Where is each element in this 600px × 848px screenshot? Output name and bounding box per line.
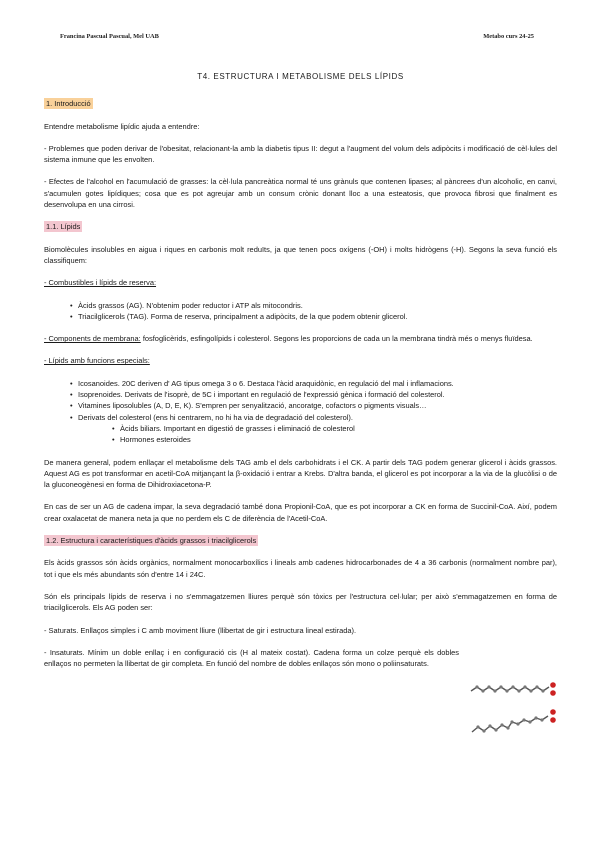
subheading-special-lipids <box>44 355 557 366</box>
saturated-fatty-acid-chain <box>471 682 556 696</box>
header-author: Francina Pascual Pascual, Mel UAB <box>60 33 159 40</box>
special-lipid-list <box>44 378 557 446</box>
header-course: Metabo curs 24-25 <box>483 33 534 40</box>
list-item: • Icosanoides. 20C deriven d' AG tipus omega 3 o 6. Destaca l'àcid araquidònic, en regulació del mal i inflamacions. <box>72 378 557 389</box>
paragraph: Són els principals lípids de reserva i no s'emmagatzemen lliures perquè són tòxics per l'estructura cel·lular; per això s'emmagatzemen en forma de triacilglicerols. Els AG poden ser: <box>44 591 557 613</box>
cholesterol-derivative-list <box>78 423 557 446</box>
section-heading-text: 1. Introducció <box>46 99 91 109</box>
fuel-lipid-list <box>44 300 557 323</box>
subheading-text: - Combustibles i lípids de reserva: <box>44 278 157 288</box>
paragraph: - Problemes que poden derivar de l'obesitat, relacionant-la amb la diabetis tipus II: degut a l'augment del volum dels adipòcits i modificació de cèl·lules del sistema inmune que les envolten. <box>44 143 557 165</box>
list-item: • Àcids biliars. Important en digestió de grasses i eliminació de colesterol <box>114 423 557 434</box>
list-item: • Àcids grassos (AG). N'obtenim poder reductor i ATP als mitocondris. <box>72 300 557 311</box>
list-item: • Isoprenoides. Derivats de l'isoprè, de 5C i important en regulació de l'expressió gènica i formació del colesterol. <box>72 389 557 400</box>
paragraph: - Efectes de l'alcohol en l'acumulació de grasses: la cèl·lula pancreàtica normal té uns grànuls que contenen lipases; al pàncrees d'un alcoholic, en canvi, s'acumulen gotes lipídiques; cosa que es pot agreujar amb un consum crònic donant lloc a una esteatosis, que provoca fibrosi que finalment es desenvolupa en una cirrosi. <box>44 177 557 210</box>
list-item-cholesterol <box>72 412 557 446</box>
section-heading-lipids <box>44 221 557 232</box>
document-body <box>44 71 557 680</box>
list-item: • Vitamines liposolubles (A, D, E, K). S'empren per senyalització, ancoratge, cofactors o pigments visuals… <box>72 400 557 411</box>
paragraph-text: fosfoglicèrids, esfingolípids i colesterol. Segons les proporcions de cada un la membrana tindrà més o menys fluïdesa. <box>140 334 533 344</box>
list-item: • Triacilglicerols (TAG). Forma de reserva, principalment a adipòcits, de la que podem obtenir glicerol. <box>72 311 557 322</box>
fatty-acid-structures-figure <box>468 676 558 740</box>
section-heading-text: 1.1. Lípids <box>46 222 81 232</box>
list-item-text: Derivats del colesterol (ens hi centrarem, no hi ha via de degradació del colesterol). <box>78 412 353 422</box>
paragraph: Els àcids grassos són àcids orgànics, normalment monocarboxílics i lineals amb cadenes hidrocarbonades de 4 a 36 carbonis (normalment nombre par), tot i que els més abundants són d'entre 14 i 24C. <box>44 558 557 579</box>
subheading-text: - Lípids amb funcions especials: <box>44 356 150 366</box>
unsaturated-fatty-acid-chain <box>472 709 556 732</box>
list-item: • Hormones esteroides <box>114 434 557 445</box>
paragraph: Biomolècules insolubles en aigua i riques en carbonis molt reduïts, ja que tenen pocs oxígens (-OH) i molts hidrògens (-H). Segons la seva funció els classifiquem: <box>44 244 557 265</box>
section-heading-fatty-acids <box>44 535 557 546</box>
paragraph: De manera general, podem enllaçar el metabolisme dels TAG amb el dels carbohidrats i el CK. A partir dels TAG podem generar glicerol i àcids grassos. Aquest AG es pot transformar en acetil-CoA mitjançant la β-oxidació i entrar a Krebs. D'altra banda, el glicerol es pot incorporar a la via de la glucòlisi o de la gluconeogènesi en forma de Dihidroxiacetona-P. <box>44 457 557 490</box>
paragraph: - Insaturats. Mínim un doble enllaç i en configuració cis (H al mateix costat). Cadena forma un colze perquè els dobles enllaços no permeten la llibertat de gir completa. En funció del nombre de dobles enllaços són mono o poliinsaturats. <box>44 647 459 669</box>
subheading-fuel-lipids <box>44 277 557 288</box>
section-heading-text: 1.2. Estructura i característiques d'àcids grassos i triacilglicerols <box>46 536 257 546</box>
page-title: T4. ESTRUCTURA I METABOLISME DELS LÍPIDS <box>197 72 404 81</box>
membrane-components-paragraph <box>44 333 557 344</box>
paragraph: - Saturats. Enllaços simples i C amb moviment lliure (llibertat de gir i estructura lineal estirada). <box>44 625 357 635</box>
paragraph: Entendre metabolisme lipídic ajuda a entendre: <box>44 121 200 131</box>
section-heading-introduction <box>44 98 557 109</box>
subheading-text: - Components de membrana: <box>44 334 141 344</box>
paragraph: En cas de ser un AG de cadena impar, la seva degradació també dona Propionil-CoA, que es pot incorporar a CK en forma de Succinil-CoA. Així, podem crear oxalacetat de manera neta ja que no perdem els C de diferència de l'Acetil-CoA. <box>44 502 557 523</box>
